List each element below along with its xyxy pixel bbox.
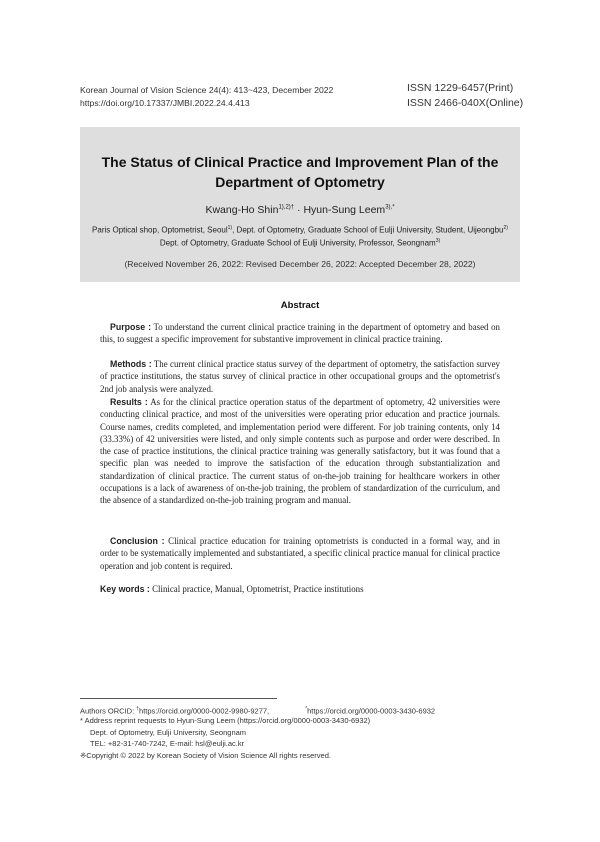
affiliation-2-sup: 2): [503, 225, 508, 231]
copyright: ※Copyright © 2022 by Korean Society of Vision Science All rights reserved.: [80, 751, 331, 760]
methods-text: The current clinical practice status survey of the department of optometry, the satisfaction survey of practice institutions, the status survey of clinical practice in other occupational groups and the optometrist's 2nd job analysis were analyzed.: [100, 359, 500, 394]
orcid-label: Authors ORCID:: [80, 706, 137, 716]
results-text: As for the clinical practice operation status of the department of optometry, 42 universities were conducting clinical practice, and most of the universities were operating prior education and practice journals. Course names, credits completed, and implementation period were different. For job training contents, only 14 (33.33%) of 42 universities were listed, and only simple contents such as purpose and order were described. In the case of practice institutions, the clinical practice training was generally satisfactory, but it was found that a specific plan was needed to improve the satisfaction of the education through substantialization and standardization of clinical practice. The current status of on-the-job training for healthcare workers in other occupations is a lack of awareness of on-the-job training, the problem of standardization of the curriculum, and the absence of a standardized on-the-job training program and manual.: [100, 397, 501, 506]
affiliation-1: Paris Optical shop, Optometrist, Seoul: [92, 225, 228, 235]
doi-link[interactable]: https://doi.org/10.17337/JMBI.2022.24.4.413: [80, 98, 250, 108]
journal-line: Korean Journal of Vision Science 24(4): 413~423, December 2022: [80, 85, 334, 95]
orcid-1-link[interactable]: https://orcid.org/0000-0002-9980-9277,: [139, 706, 270, 716]
title-line-2: Department of Optometry: [215, 174, 385, 190]
journal-citation: [80, 84, 333, 110]
methods-paragraph: [100, 358, 500, 395]
conclusion-paragraph: [100, 535, 500, 572]
abstract-heading: Abstract: [280, 300, 320, 311]
author-1: Kwang-Ho Shin: [205, 204, 279, 216]
conclusion-text: Clinical practice education for training optometrists is conducted in a formal way, and in order to be systematically implemented and substantiated, a specific clinical practice manual for clinical practice operation and job content is required.: [100, 536, 500, 571]
orcid-1-sup: †: [136, 706, 140, 712]
orcid-2-sup: *: [305, 706, 308, 712]
purpose-paragraph: [100, 321, 500, 346]
title-line-1: The Status of Clinical Practice and Improvement Plan of the: [101, 154, 499, 170]
keywords: [100, 584, 364, 594]
footnote-rule: [80, 698, 277, 699]
affiliation-2: , Dept. of Optometry, Graduate School of Eulji University, Student, Uijeongbu: [232, 225, 504, 235]
affiliation-3-sup: 3): [435, 238, 441, 244]
results-paragraph: [100, 396, 500, 507]
orcid-2-link[interactable]: https://orcid.org/0000-0003-3430-6932: [307, 706, 436, 716]
issn-print: ISSN 1229-6457(Print): [407, 82, 514, 94]
keywords-text: Clinical practice, Manual, Optometrist, Practice institutions: [149, 584, 364, 594]
keywords-label: Key words :: [100, 584, 150, 594]
author-2: Hyun-Sung Leem: [303, 204, 386, 216]
results-label: Results :: [110, 397, 148, 407]
issn-block: [407, 81, 523, 111]
author-1-sup: 1),2)†: [278, 204, 295, 211]
authors: [80, 204, 520, 216]
reprint-dept: Dept. of Optometry, Eulji University, Seongnam: [90, 728, 247, 737]
received-dates: (Received November 26, 2022: Revised December 26, 2022: Accepted December 28, 2022): [124, 259, 476, 269]
affiliation-line-1: [80, 225, 520, 235]
affiliation-line-2: [80, 238, 520, 248]
methods-label: Methods :: [110, 359, 152, 369]
paper-title: [80, 152, 520, 192]
issn-online: ISSN 2466-040X(Online): [407, 97, 524, 109]
purpose-label: Purpose :: [110, 322, 152, 332]
conclusion-label: Conclusion :: [110, 536, 165, 546]
contact-info: TEL: +82-31-740-7242, E-mail: hsl@eulji.ac.kr: [90, 739, 245, 748]
reprint-request: * Address reprint requests to Hyun-Sung Leem (https://orcid.org/0000-0003-3430-6932): [80, 716, 371, 725]
affiliation-1-sup: 1): [227, 225, 233, 231]
purpose-text: To understand the current clinical practice training in the department of optometry and based on this, to suggest a specific improvement for substantive improvement in clinical practice training.: [100, 322, 500, 345]
author-2-sup: 3),*: [385, 204, 395, 211]
affiliation-3: Dept. of Optometry, Graduate School of Eulji University, Professor, Seongnam: [159, 238, 436, 248]
author-separator: ·: [294, 204, 304, 216]
